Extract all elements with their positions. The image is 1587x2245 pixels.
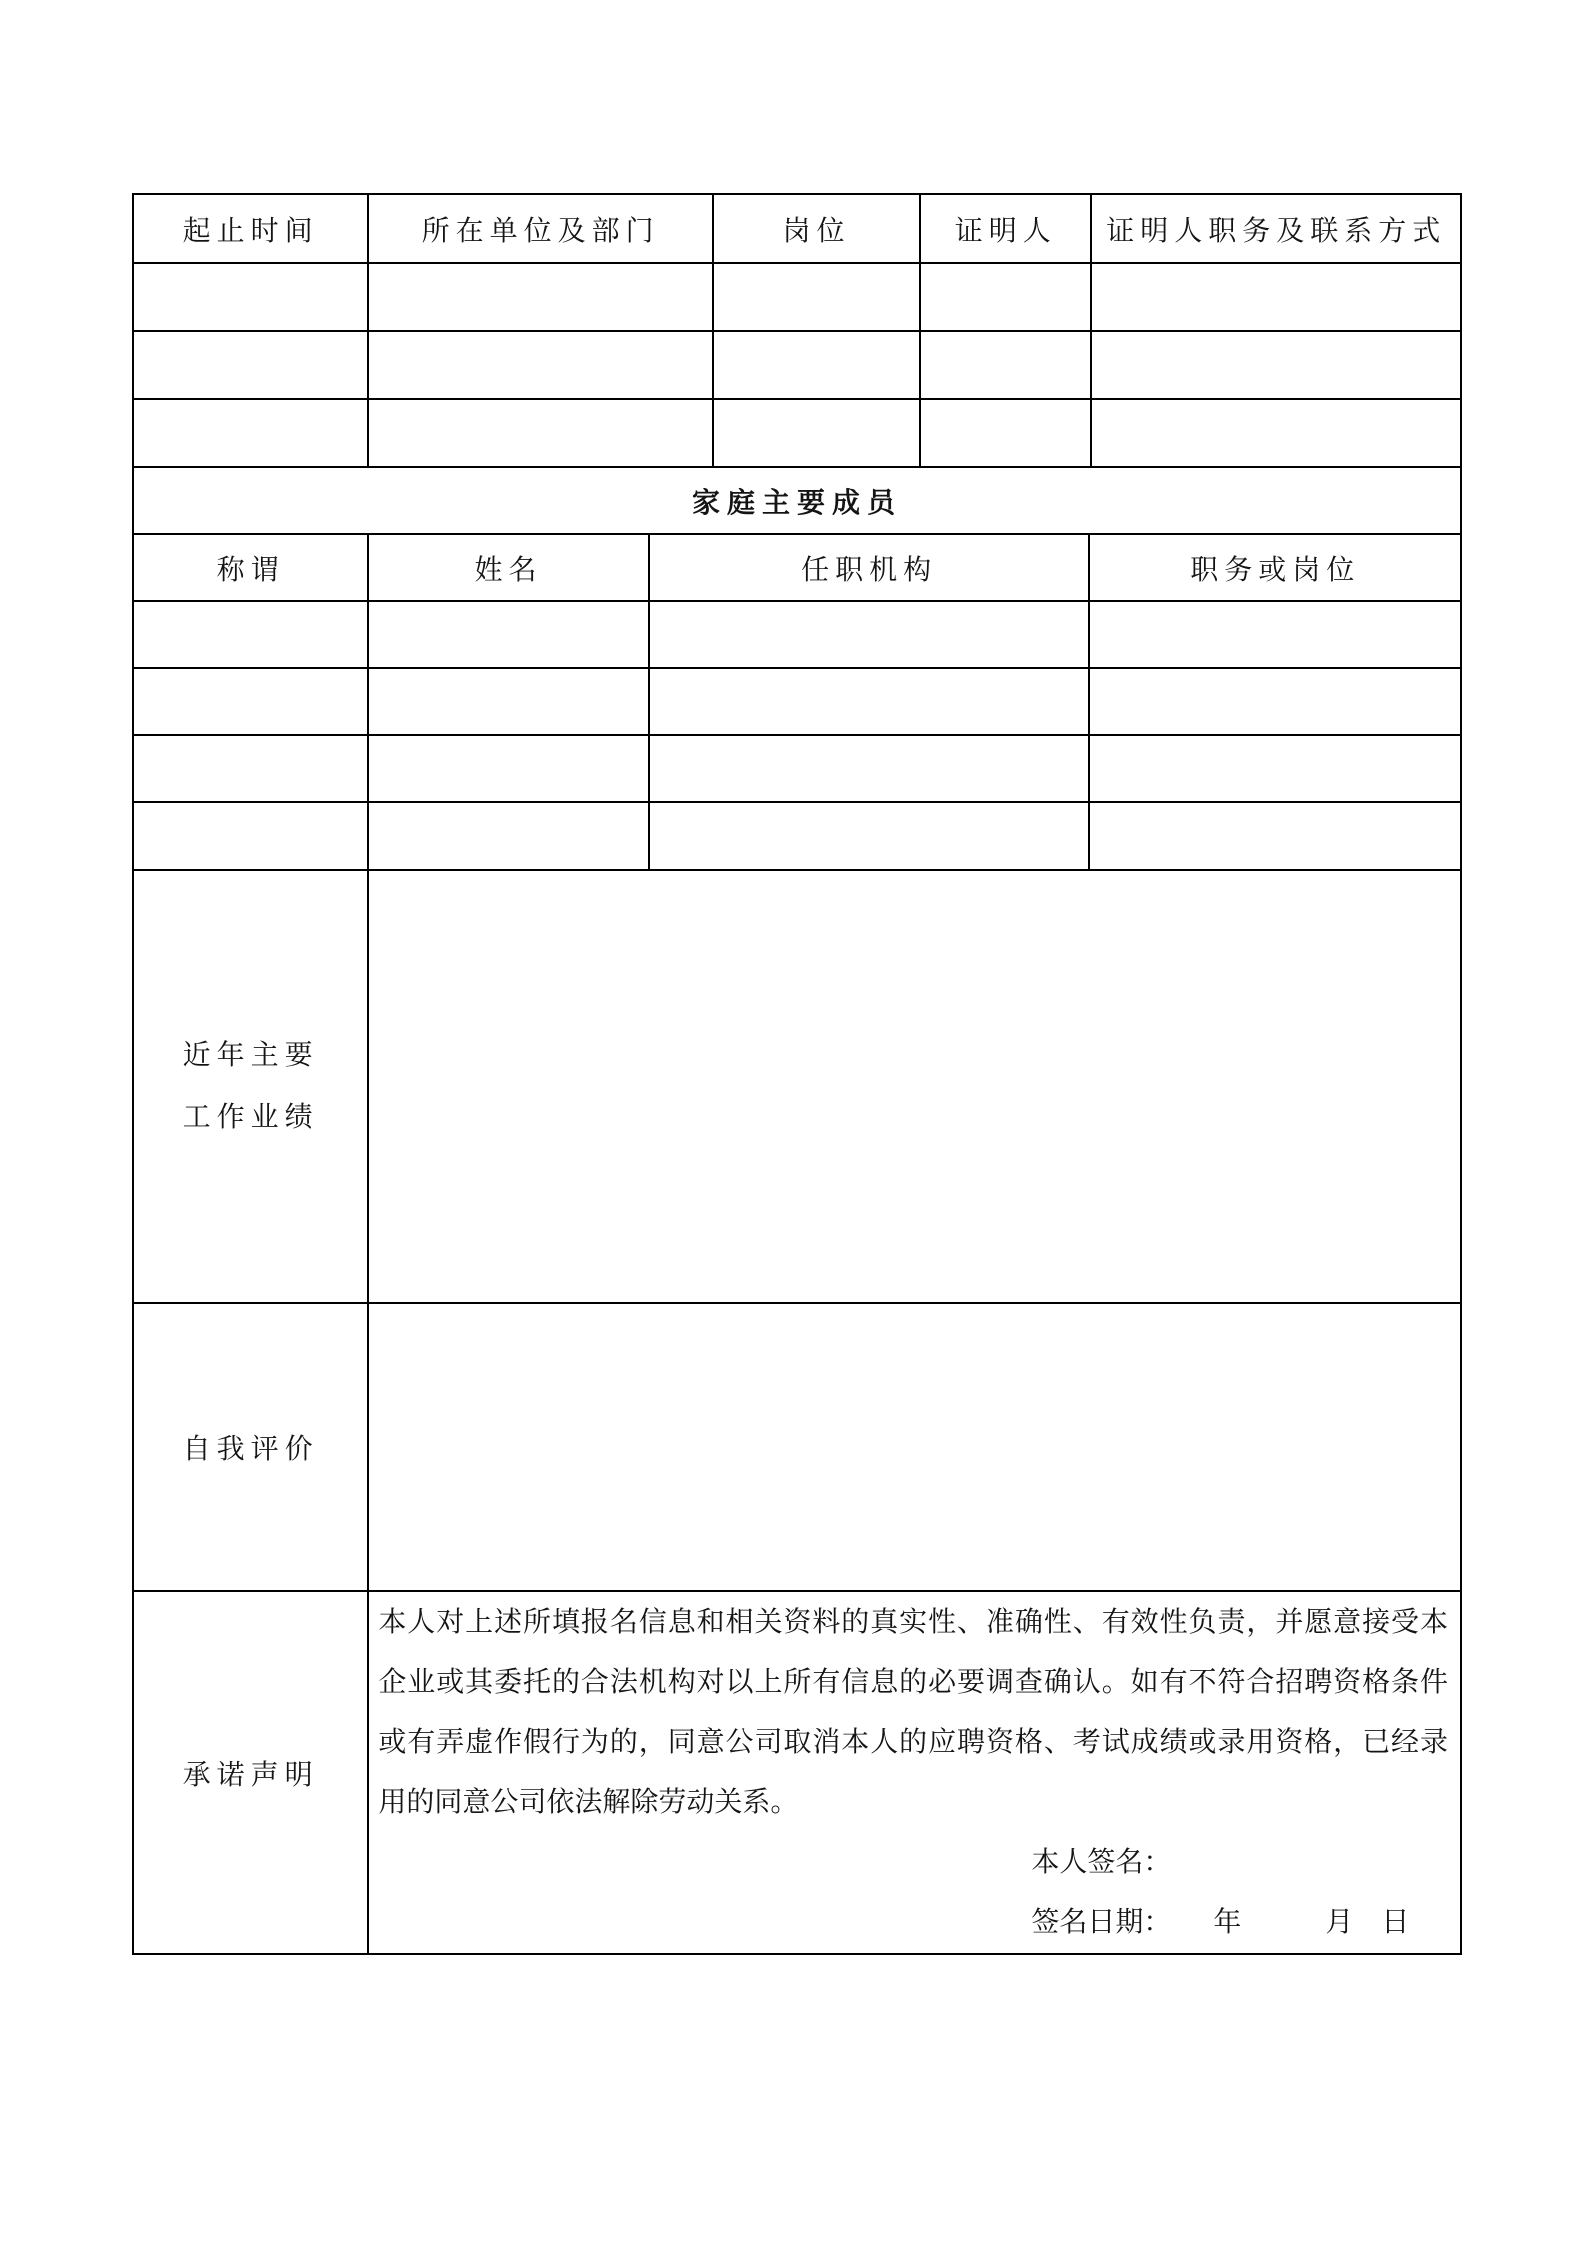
empty-cell xyxy=(713,399,920,467)
empty-cell xyxy=(368,802,648,870)
declaration-content-cell xyxy=(368,1591,1461,1954)
self-evaluation-content-cell xyxy=(368,1303,1461,1591)
work-history-table xyxy=(132,193,1462,468)
empty-cell xyxy=(920,399,1091,467)
declaration-text-line: 或有弄虚作假行为的，同意公司取消本人的应聘资格、考试成绩或录用资格，已经录 xyxy=(378,1727,1448,1758)
empty-cell xyxy=(649,735,1090,802)
family-section-title-row xyxy=(132,466,1462,535)
empty-cell xyxy=(133,601,368,668)
family-header-row xyxy=(133,534,1461,601)
column-header-reference: 证明人 xyxy=(920,194,1091,263)
family-section-title: 家庭主要成员 xyxy=(133,467,1461,534)
empty-cell xyxy=(1089,802,1461,870)
empty-cell xyxy=(133,802,368,870)
self-evaluation-label: 自我评价 xyxy=(133,1303,368,1591)
empty-cell xyxy=(713,331,920,399)
empty-cell xyxy=(1089,668,1461,735)
empty-cell xyxy=(368,668,648,735)
family-empty-row xyxy=(133,735,1461,802)
declaration-text-line: 企业或其委托的合法机构对以上所有信息的必要调查确认。如有不符合招聘资格条件 xyxy=(378,1667,1448,1698)
achievements-label xyxy=(133,870,368,1303)
empty-cell xyxy=(713,263,920,331)
column-header-employer-department: 所在单位及部门 xyxy=(368,194,713,263)
empty-cell xyxy=(368,601,648,668)
column-header-name: 姓名 xyxy=(368,534,648,601)
self-evaluation-row xyxy=(133,1303,1461,1591)
column-header-title-or-position: 职务或岗位 xyxy=(1089,534,1461,601)
achievements-row xyxy=(133,870,1461,1303)
signature-label: 本人签名： xyxy=(1031,1847,1172,1878)
empty-cell xyxy=(649,802,1090,870)
empty-cell xyxy=(920,331,1091,399)
family-empty-row xyxy=(133,668,1461,735)
work-history-empty-row xyxy=(133,331,1461,399)
form-table xyxy=(132,193,1462,1955)
column-header-reference-contact: 证明人职务及联系方式 xyxy=(1091,194,1461,263)
empty-cell xyxy=(368,399,713,467)
empty-cell xyxy=(1091,263,1461,331)
family-empty-row xyxy=(133,601,1461,668)
achievements-label-line1: 近年主要 xyxy=(182,1039,319,1071)
empty-cell xyxy=(1091,399,1461,467)
declaration-text-line: 本人对上述所填报名信息和相关资料的真实性、准确性、有效性负责，并愿意接受本 xyxy=(378,1607,1448,1638)
table-row xyxy=(133,467,1461,534)
column-header-organization: 任职机构 xyxy=(649,534,1090,601)
empty-cell xyxy=(368,263,713,331)
empty-cell xyxy=(920,263,1091,331)
column-header-position: 岗位 xyxy=(713,194,920,263)
declaration-text xyxy=(369,1592,1460,1953)
declaration-row xyxy=(133,1591,1461,1954)
column-header-relation: 称谓 xyxy=(133,534,368,601)
empty-cell xyxy=(133,399,368,467)
achievements-label-line2: 工作业绩 xyxy=(182,1101,319,1133)
work-history-empty-row xyxy=(133,399,1461,467)
family-members-table xyxy=(132,533,1462,871)
empty-cell xyxy=(649,668,1090,735)
empty-cell xyxy=(368,735,648,802)
signature-date-line: 签名日期： 年 月 日 xyxy=(1031,1907,1410,1938)
empty-cell xyxy=(1089,601,1461,668)
empty-cell xyxy=(133,668,368,735)
declaration-label: 承诺声明 xyxy=(133,1591,368,1954)
empty-cell xyxy=(133,735,368,802)
work-history-header-row xyxy=(133,194,1461,263)
work-history-empty-row xyxy=(133,263,1461,331)
empty-cell xyxy=(1089,735,1461,802)
column-header-period: 起止时间 xyxy=(133,194,368,263)
bottom-sections-table xyxy=(132,869,1462,1955)
empty-cell xyxy=(368,331,713,399)
declaration-text-line: 用的同意公司依法解除劳动关系。 xyxy=(378,1787,799,1818)
empty-cell xyxy=(133,331,368,399)
empty-cell xyxy=(1091,331,1461,399)
family-empty-row xyxy=(133,802,1461,870)
empty-cell xyxy=(649,601,1090,668)
empty-cell xyxy=(133,263,368,331)
achievements-content-cell xyxy=(368,870,1461,1303)
